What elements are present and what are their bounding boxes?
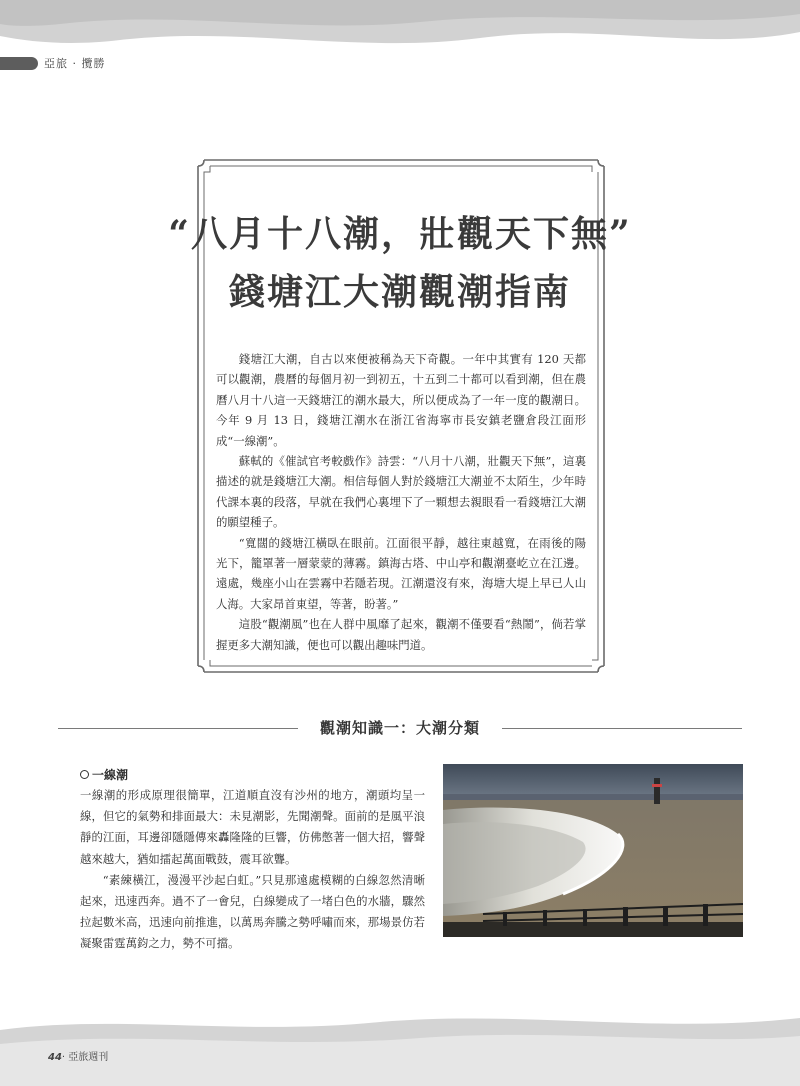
intro-text xyxy=(216,349,586,655)
intro-paragraph: 錢塘江大潮，自古以來便被稱為天下奇觀。一年中其實有 120 天都可以觀潮，農曆的每個月初一到初五，十五到二十都可以看到潮，但在農曆八月十八這一天錢塘江的潮水最大，所以便成為了一年一度的觀潮日。今年 9 月 13 日，錢塘江潮水在浙江省海寧市長安鎮老鹽倉段江面形成“一線潮”。 xyxy=(216,352,586,448)
section-divider-left xyxy=(58,728,298,729)
intro-paragraph: 這股“觀潮風”也在人群中風靡了起來，觀潮不僅要看“熱鬧”，倘若掌握更多大潮知識，便也可以觀出趣味門道。 xyxy=(216,617,586,652)
body-paragraph: 一線潮的形成原理很簡單，江道順直沒有沙州的地方，潮頭均呈一線，但它的氣勢和排面最大：未見潮影，先聞潮聲。面前的是風平浪靜的江面，耳邊卻隱隱傳來轟隆隆的巨響，仿佛憋著一個大招，響聲越來越大，猶如擂起萬面戰鼓，震耳欲聾。 xyxy=(80,788,425,866)
section-title: 觀潮知識一：大潮分類 xyxy=(319,719,480,737)
header-bar xyxy=(0,57,38,70)
page-number: 44 xyxy=(48,1052,62,1063)
subsection-body xyxy=(80,785,425,955)
publication-name: · 亞旅週刊 xyxy=(61,1052,109,1063)
subsection-heading-text: 一線潮 xyxy=(92,768,129,782)
top-wave-decoration xyxy=(0,0,800,60)
page-title-line2: 錢塘江大潮觀潮指南 xyxy=(228,271,571,313)
tidal-bore-photo xyxy=(443,764,743,937)
intro-paragraph: “寬闊的錢塘江橫臥在眼前。江面很平靜，越往東越寬，在雨後的陽光下，籠罩著一層蒙蒙的薄霧。鎮海古塔、中山亭和觀潮臺屹立在江邊。遠處，幾座小山在雲霧中若隱若現。江潮還沒有來，海塘大堤上早已人山人海。大家昂首東望，等著，盼著。” xyxy=(216,535,586,611)
body-paragraph: “素練橫江，漫漫平沙起白虹。”只見那遠處模糊的白線忽然清晰起來，迅速西奔。過不了一會兒，白線變成了一堵白色的水牆，驟然拉起數米高，迅速向前推進，以萬馬奔騰之勢呼嘯而來，那場景仿若凝聚雷霆萬鈞之力，勢不可擋。 xyxy=(80,872,425,951)
circle-bullet-icon xyxy=(80,770,89,779)
intro-paragraph: 蘇軾的《催試官考較戲作》詩雲：“八月十八潮，壯觀天下無”，這裏描述的就是錢塘江大潮。相信每個人對於錢塘江大潮並不太陌生，少年時代課本裏的段落，早就在我們心裏埋下了一顆想去親眼看一看錢塘江大潮的願望種子。 xyxy=(216,454,586,530)
bottom-wave-decoration xyxy=(0,1010,800,1086)
page-footer xyxy=(48,1048,108,1063)
section-label: 亞旅 · 攬勝 xyxy=(44,57,106,70)
subsection-heading xyxy=(80,766,128,783)
page-title-line1: “八月十八潮，壯觀天下無” xyxy=(168,213,632,255)
section-divider-right xyxy=(502,728,742,729)
